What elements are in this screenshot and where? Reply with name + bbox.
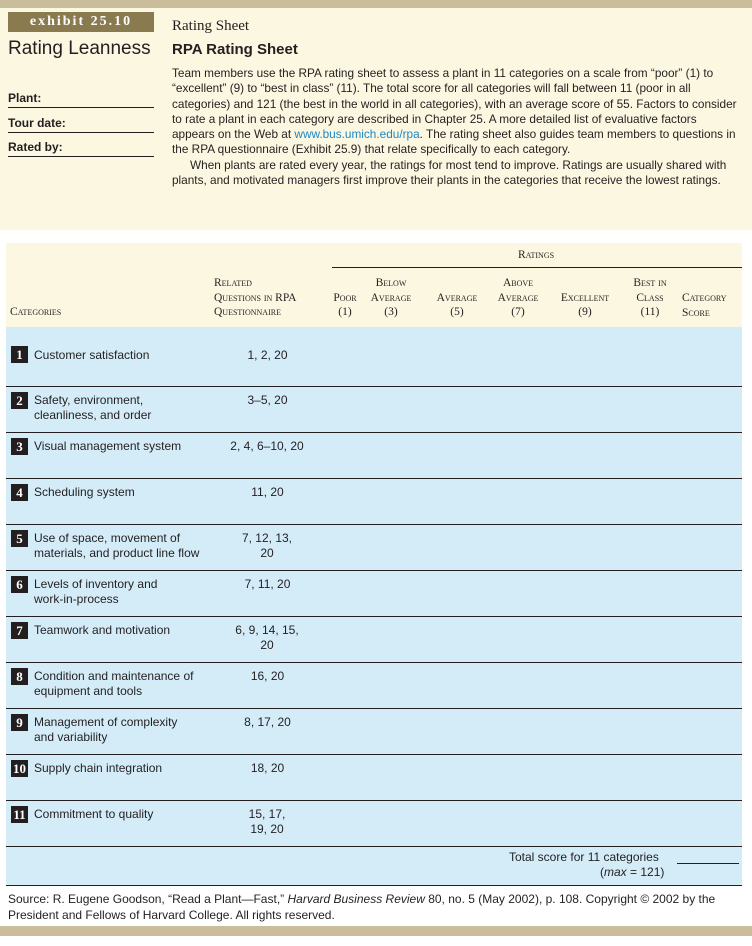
row-number: 7: [11, 622, 28, 639]
source-note: Source: R. Eugene Goodson, “Read a Plant—Fast,” Harvard Business Review 80, no. 5 (May 2002), p. 108. Copyright © 2002 by the President and Fellows of Harvard College. All rights reserved.: [8, 892, 716, 922]
col-average: Average (5): [436, 291, 478, 318]
intro-text: [172, 66, 740, 188]
col-above-average: Above Average (7): [497, 277, 539, 318]
total-label: Total score for 11 categories: [509, 850, 659, 864]
intro-paragraph-2: When plants are rated every year, the ratings for most tend to improve. Ratings are usually shared with plants, and motivated managers first improve their plants in the categories that receive the lowest ratings.: [172, 157, 727, 188]
row-category: Safety, environment, cleanliness, and order: [34, 393, 152, 423]
table-row[interactable]: [6, 571, 742, 617]
row-number: 6: [11, 576, 28, 593]
row-questions: 15, 17, 19, 20: [248, 807, 286, 837]
row-category: Teamwork and motivation: [34, 623, 171, 637]
row-category: Scheduling system: [34, 485, 135, 499]
table-row[interactable]: [6, 387, 742, 433]
max-label: (max = 121): [600, 865, 665, 879]
tour-date-label: Tour date:: [8, 116, 66, 130]
tour-date-field[interactable]: [8, 116, 154, 133]
row-questions: 18, 20: [250, 761, 285, 775]
table-row[interactable]: [6, 755, 742, 801]
row-questions: 6, 9, 14, 15, 20: [235, 623, 299, 653]
rated-by-field[interactable]: [8, 140, 154, 157]
row-questions: 1, 2, 20: [247, 348, 288, 362]
ratings-rule: [332, 267, 742, 268]
table-header: [6, 243, 742, 328]
rpa-link[interactable]: www.bus.umich.edu/rpa: [294, 127, 420, 142]
row-number: 3: [11, 438, 28, 455]
row-category: Customer satisfaction: [34, 348, 150, 362]
col-category-score: Category Score: [682, 292, 727, 319]
row-number: 11: [11, 806, 28, 823]
row-questions: 16, 20: [250, 669, 285, 683]
plant-label: Plant:: [8, 91, 42, 105]
table-row[interactable]: [6, 525, 742, 571]
row-questions: 11, 20: [251, 485, 284, 499]
top-rule: [0, 0, 752, 8]
row-category: Use of space, movement of materials, and product line flow: [34, 531, 200, 561]
total-score-blank[interactable]: [677, 863, 739, 864]
row-questions: 3–5, 20: [247, 393, 288, 407]
row-number: 1: [11, 346, 28, 363]
rated-by-label: Rated by:: [8, 140, 63, 154]
intro-paragraph-1: [172, 66, 740, 158]
col-poor: Poor (1): [333, 291, 357, 318]
row-category: Commitment to quality: [34, 807, 154, 821]
row-questions: 7, 12, 13, 20: [241, 531, 293, 561]
row-number: 8: [11, 668, 28, 685]
row-category: Supply chain integration: [34, 761, 163, 775]
row-category: Management of complexity and variability: [34, 715, 178, 745]
table-row[interactable]: [6, 709, 742, 755]
col-related-questions: Related Questions in RPA Questionnaire: [214, 277, 297, 318]
intro-p1-end: . The rating sheet also guides team members to questions in the RPA questionnaire (Exhibit 25.9) that relate specifically to each category.: [172, 127, 736, 157]
table-row[interactable]: [6, 617, 742, 663]
journal-name: Harvard Business Review: [287, 892, 425, 906]
side-title: Rating Leanness: [8, 38, 151, 59]
table-row[interactable]: [6, 479, 742, 525]
row-number: 10: [13, 760, 26, 776]
col-categories: Categories: [10, 306, 62, 318]
row-category: Visual management system: [34, 439, 182, 453]
table-row[interactable]: [6, 801, 742, 847]
total-row: [6, 847, 742, 885]
table-row[interactable]: [6, 327, 742, 387]
table-bottom-rule: [6, 885, 742, 886]
page-title: RPA Rating Sheet: [172, 41, 298, 58]
col-excellent: Excellent (9): [560, 291, 610, 318]
row-number: 9: [11, 714, 28, 731]
row-number: 4: [11, 484, 28, 501]
table-row[interactable]: [6, 663, 742, 709]
row-number: 5: [11, 530, 28, 547]
row-number: 2: [11, 392, 28, 409]
plant-field[interactable]: [8, 91, 154, 108]
exhibit-tag: exhibit 25.10: [8, 12, 154, 32]
row-questions: 7, 11, 20: [244, 577, 291, 591]
row-category: Condition and maintenance of equipment and tools: [34, 669, 194, 699]
overline: Rating Sheet: [172, 18, 250, 34]
table-row[interactable]: [6, 433, 742, 479]
row-category: Levels of inventory and work-in-process: [34, 577, 158, 607]
intro-p1-start: Team members use the RPA rating sheet to assess a plant in 11 categories on a scale from “poor” (1) to “excellent” (9) to “best in class” (11). The total score for all categories will fall between 11 (poor in all categories) and 121 (the best in the world in all categories), with an average score of 55. Factors to consider to rate a plant in each category are described in Chapter 25. A more detailed list of evaluative factors appears on the Web at: [172, 66, 737, 142]
col-below-average: Below Average (3): [370, 277, 412, 318]
table-body: [6, 327, 742, 885]
row-questions: 2, 4, 6–10, 20: [230, 439, 304, 453]
row-questions: 8, 17, 20: [244, 715, 291, 729]
bottom-rule: [0, 926, 752, 936]
ratings-header: Ratings: [517, 249, 555, 261]
col-best-in-class: Best in Class (11): [633, 277, 667, 318]
